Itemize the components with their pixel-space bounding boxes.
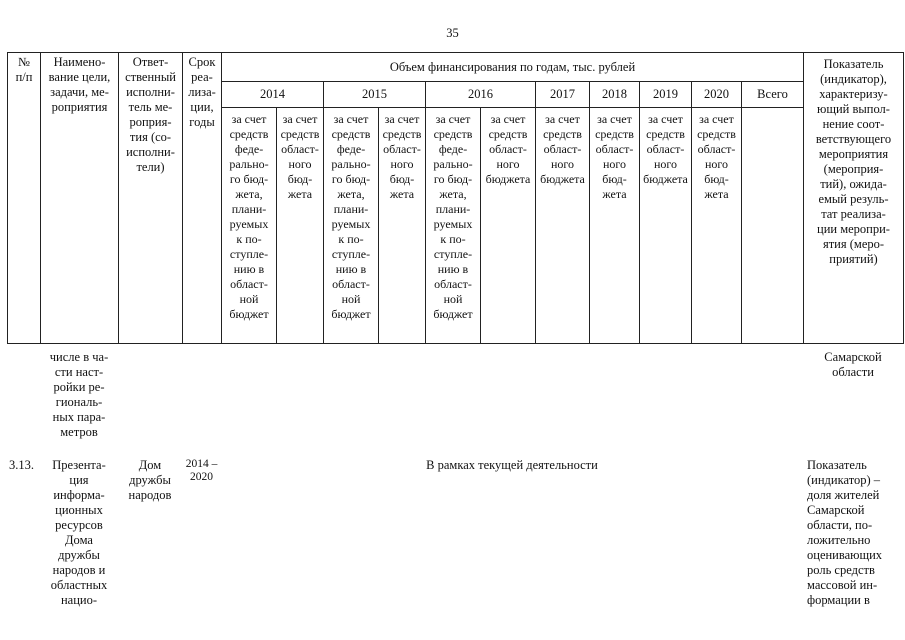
header-year-2019: 2019 — [640, 82, 692, 108]
header-2014-federal: за счет средств феде- рально- го бюд- жета, плани- руемых к по- ступле- нию в област- ной бюджет — [222, 108, 277, 344]
continuation-indicator: Самарской области — [824, 350, 882, 379]
header-col-term: Срок реа- лиза- ции, годы — [183, 53, 222, 344]
header-total-sub — [742, 108, 804, 344]
header-year-2014: 2014 — [222, 82, 324, 108]
header-col-indicator: Показатель (индикатор), характеризу- ющий выпол- нение соот- ветствующего мероприятия (мероприя- тий), ожида- емый резуль- тат реализа- ции меропри- ятия (меро- приятий) — [804, 53, 904, 344]
header-2018-regional: за счет средств област- ного бюд- жета — [590, 108, 640, 344]
row-3-13-term: 2014 – 2020 — [185, 458, 218, 483]
continuation-name: числе в ча- сти наст- ройки ре- гиональ- ных пара- метров — [49, 350, 109, 439]
header-col-name: Наимено- вание цели, задачи, ме- роприятия — [41, 53, 119, 344]
header-year-2017: 2017 — [536, 82, 590, 108]
row-3-13-indicator: Показатель (индикатор) – доля жителей Самарской области, по- ложительно оценивающих роль средств массовой ин- формации в — [807, 458, 883, 607]
header-year-2016: 2016 — [426, 82, 536, 108]
row-3-13-number: 3.13. — [9, 458, 34, 472]
header-col-number: № п/п — [8, 53, 41, 344]
header-2017-regional: за счет средств област- ного бюджета — [536, 108, 590, 344]
row-3-13-name: Презента- ция информа- ционных ресурсов Дома дружбы народов и областных нацио- — [50, 458, 108, 607]
header-2020-regional: за счет средств област- ного бюд- жета — [692, 108, 742, 344]
table-header — [7, 52, 904, 344]
header-2014-regional: за счет средств област- ного бюд- жета — [277, 108, 324, 344]
header-year-2020: 2020 — [692, 82, 742, 108]
header-2016-regional: за счет средств област- ного бюджета — [481, 108, 536, 344]
row-3-13-funding: В рамках текущей деятельности — [426, 458, 598, 472]
header-2019-regional: за счет средств област- ного бюджета — [640, 108, 692, 344]
header-year-2018: 2018 — [590, 82, 640, 108]
header-2015-federal: за счет средств феде- рально- го бюд- жета, плани- руемых к по- ступле- нию в област- ной бюджет — [324, 108, 379, 344]
header-col-responsible: Ответ- ственный исполни- тель ме- роприя- тия (со- исполни- тели) — [119, 53, 183, 344]
page-number: 35 — [446, 26, 459, 40]
header-col-funding: Объем финансирования по годам, тыс. рублей — [222, 53, 804, 82]
header-2015-regional: за счет средств област- ного бюд- жета — [379, 108, 426, 344]
row-3-13-responsible: Дом дружбы народов — [128, 458, 172, 502]
header-2016-federal: за счет средств феде- рально- го бюд- жета, плани- руемых к по- ступле- нию в област- ной бюджет — [426, 108, 481, 344]
header-year-2015: 2015 — [324, 82, 426, 108]
header-total: Всего — [742, 82, 804, 108]
